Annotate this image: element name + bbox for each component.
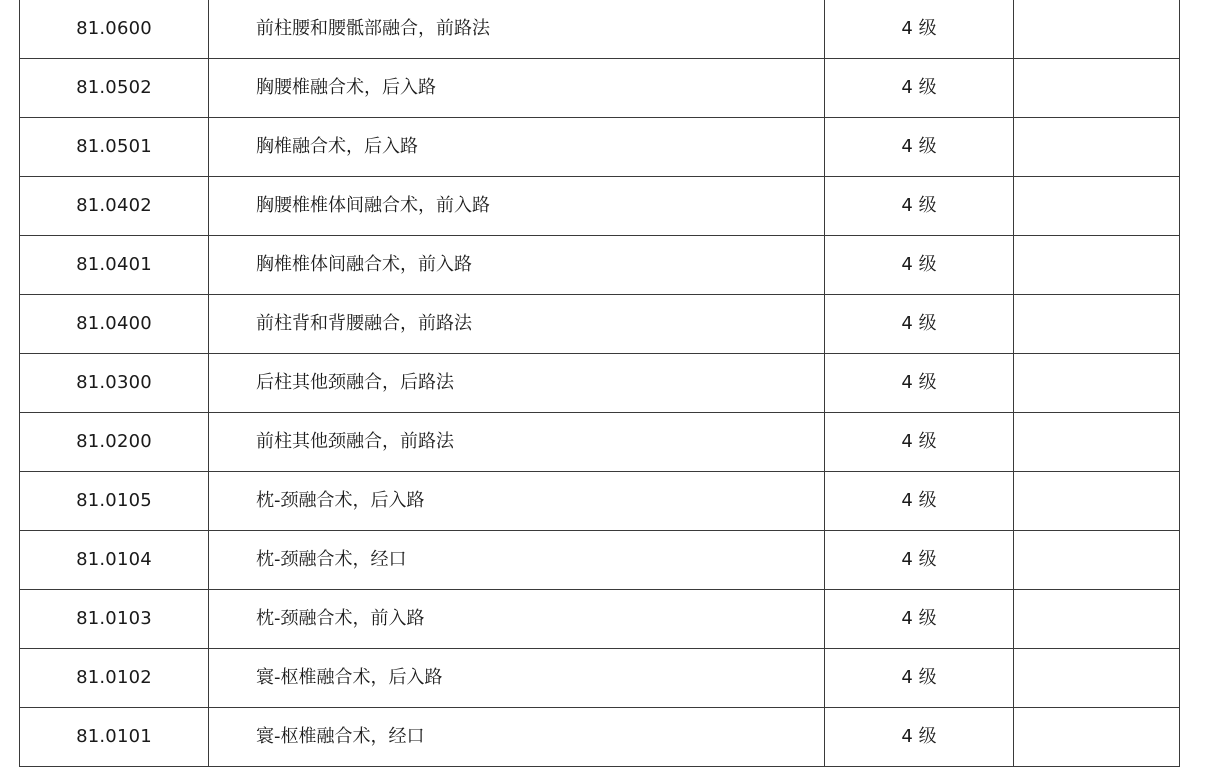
procedure-level-cell: 4 级 xyxy=(825,59,1014,118)
procedure-name-cell: 胸腰椎椎体间融合术，前入路 xyxy=(209,177,825,236)
procedure-name-cell: 后柱其他颈融合，后路法 xyxy=(209,354,825,413)
procedure-remark-cell xyxy=(1014,413,1180,472)
procedure-remark-cell xyxy=(1014,590,1180,649)
procedure-remark-cell xyxy=(1014,708,1180,767)
table-row xyxy=(20,354,1180,413)
procedure-code-cell: 81.0104 xyxy=(20,531,209,590)
procedure-remark-cell xyxy=(1014,295,1180,354)
procedure-name-cell: 枕-颈融合术，经口 xyxy=(209,531,825,590)
table-row xyxy=(20,177,1180,236)
procedure-code-cell: 81.0501 xyxy=(20,118,209,177)
procedure-remark-cell xyxy=(1014,354,1180,413)
procedure-code-cell: 81.0103 xyxy=(20,590,209,649)
procedure-level-cell: 4 级 xyxy=(825,354,1014,413)
procedure-code-cell: 81.0300 xyxy=(20,354,209,413)
table-row xyxy=(20,413,1180,472)
procedure-code-cell: 81.0102 xyxy=(20,649,209,708)
procedure-name-cell: 寰-枢椎融合术，后入路 xyxy=(209,649,825,708)
procedure-level-cell: 4 级 xyxy=(825,531,1014,590)
procedure-code-cell: 81.0200 xyxy=(20,413,209,472)
table-row xyxy=(20,295,1180,354)
table-row xyxy=(20,59,1180,118)
procedure-level-cell: 4 级 xyxy=(825,649,1014,708)
procedure-remark-cell xyxy=(1014,59,1180,118)
procedure-name-cell: 胸椎椎体间融合术，前入路 xyxy=(209,236,825,295)
procedure-remark-cell xyxy=(1014,177,1180,236)
table-row xyxy=(20,118,1180,177)
procedure-code-cell: 81.0600 xyxy=(20,0,209,59)
procedure-level-cell: 4 级 xyxy=(825,472,1014,531)
procedure-remark-cell xyxy=(1014,236,1180,295)
procedure-remark-cell xyxy=(1014,118,1180,177)
table-row xyxy=(20,236,1180,295)
procedure-name-cell: 枕-颈融合术，后入路 xyxy=(209,472,825,531)
procedure-name-cell: 胸椎融合术，后入路 xyxy=(209,118,825,177)
procedure-level-cell: 4 级 xyxy=(825,590,1014,649)
table-row xyxy=(20,708,1180,767)
table-row xyxy=(20,649,1180,708)
procedure-name-cell: 前柱腰和腰骶部融合，前路法 xyxy=(209,0,825,59)
procedure-name-cell: 前柱其他颈融合，前路法 xyxy=(209,413,825,472)
procedure-code-cell: 81.0101 xyxy=(20,708,209,767)
procedure-table xyxy=(19,0,1180,767)
procedure-level-cell: 4 级 xyxy=(825,236,1014,295)
procedure-table-body xyxy=(20,0,1180,767)
procedure-code-cell: 81.0105 xyxy=(20,472,209,531)
procedure-level-cell: 4 级 xyxy=(825,177,1014,236)
procedure-code-cell: 81.0402 xyxy=(20,177,209,236)
procedure-level-cell: 4 级 xyxy=(825,708,1014,767)
procedure-code-cell: 81.0400 xyxy=(20,295,209,354)
procedure-remark-cell xyxy=(1014,0,1180,59)
procedure-remark-cell xyxy=(1014,472,1180,531)
procedure-level-cell: 4 级 xyxy=(825,413,1014,472)
procedure-name-cell: 胸腰椎融合术，后入路 xyxy=(209,59,825,118)
table-row xyxy=(20,0,1180,59)
procedure-level-cell: 4 级 xyxy=(825,295,1014,354)
procedure-code-cell: 81.0401 xyxy=(20,236,209,295)
procedure-level-cell: 4 级 xyxy=(825,118,1014,177)
procedure-remark-cell xyxy=(1014,531,1180,590)
table-row xyxy=(20,590,1180,649)
table-row xyxy=(20,472,1180,531)
procedure-name-cell: 寰-枢椎融合术，经口 xyxy=(209,708,825,767)
procedure-code-cell: 81.0502 xyxy=(20,59,209,118)
procedure-remark-cell xyxy=(1014,649,1180,708)
procedure-name-cell: 枕-颈融合术，前入路 xyxy=(209,590,825,649)
table-row xyxy=(20,531,1180,590)
procedure-level-cell: 4 级 xyxy=(825,0,1014,59)
procedure-name-cell: 前柱背和背腰融合，前路法 xyxy=(209,295,825,354)
